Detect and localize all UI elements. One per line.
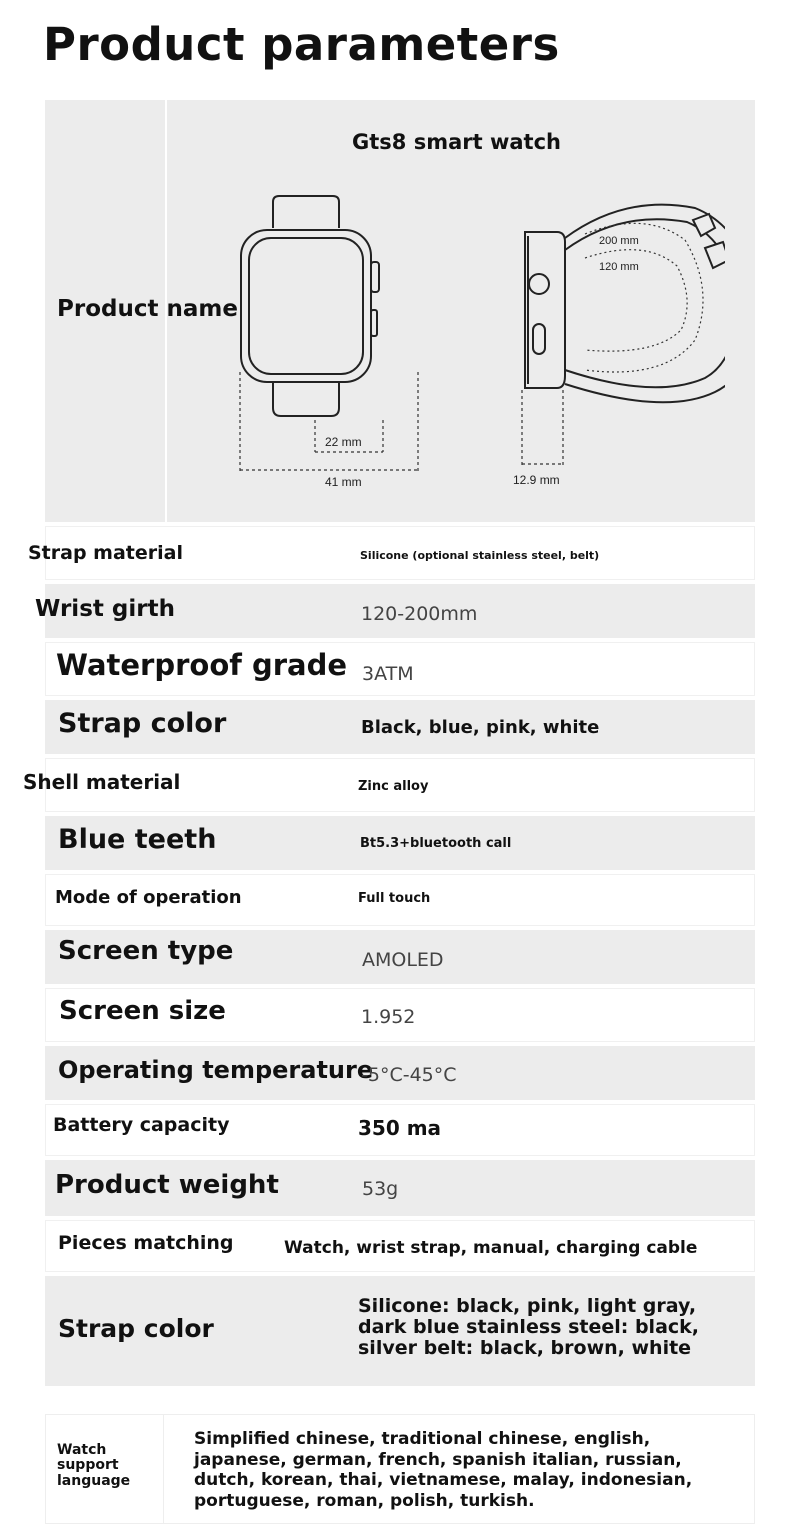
strap-color-options-value: Silicone: black, pink, light gray, dark blue stainless steel: black, silver belt: black, brown, white — [358, 1295, 700, 1359]
product-name-row — [45, 100, 755, 522]
screen-type-label: Screen type — [58, 936, 234, 966]
waterproof-label: Waterproof grade — [56, 648, 348, 682]
wrist-girth-label: Wrist girth — [35, 596, 175, 622]
strap-color-value: Black, blue, pink, white — [361, 717, 600, 738]
watch-dimension-diagram — [225, 180, 725, 540]
wrist-girth-value: 120-200mm — [361, 603, 478, 625]
product-weight-value: 53g — [362, 1178, 399, 1200]
battery-capacity-label: Battery capacity — [53, 1114, 230, 1136]
language-label: Watch support language — [57, 1442, 131, 1489]
screen-size-label: Screen size — [59, 996, 226, 1026]
language-column-divider — [163, 1414, 164, 1524]
strap-color-options-label: Strap color — [58, 1314, 214, 1343]
bluetooth-value: Bt5.3+bluetooth call — [360, 836, 512, 851]
mode-of-operation-label: Mode of operation — [55, 887, 242, 908]
strap-material-value: Silicone (optional stainless steel, belt) — [360, 549, 600, 562]
band-width-label: 22 mm — [325, 435, 362, 449]
strap-color-label: Strap color — [58, 708, 227, 739]
strap-material-label: Strap material — [28, 542, 183, 564]
shell-material-label: Shell material — [23, 770, 181, 794]
thickness-label: 12.9 mm — [513, 473, 560, 487]
screen-type-value: AMOLED — [362, 949, 444, 971]
battery-capacity-value: 350 ma — [358, 1116, 442, 1140]
watch-front-view — [241, 196, 379, 416]
pieces-matching-value: Watch, wrist strap, manual, charging cable — [284, 1238, 698, 1258]
side-dimension-lines — [522, 390, 563, 466]
waterproof-value: 3ATM — [362, 663, 414, 685]
product-weight-label: Product weight — [55, 1170, 279, 1200]
page-title: Product parameters — [43, 18, 560, 71]
product-name-label: Product name — [57, 296, 238, 322]
shell-material-value: Zinc alloy — [358, 779, 429, 794]
language-value: Simplified chinese, traditional chinese, english, japanese, german, french, spanish italian, russian, dutch, korean, thai, vietnamese, malay, indonesian, portuguese, roman, polish, turkish. — [194, 1429, 693, 1512]
girth-min-label: 120 mm — [599, 261, 639, 273]
girth-max-label: 200 mm — [599, 235, 639, 247]
bluetooth-label: Blue teeth — [58, 824, 217, 855]
operating-temperature-label: Operating temperature — [58, 1056, 374, 1084]
product-name-value: Gts8 smart watch — [352, 130, 561, 154]
mode-of-operation-value: Full touch — [358, 891, 431, 906]
screen-size-value: 1.952 — [361, 1006, 416, 1028]
operating-temperature-value: -5°C-45°C — [361, 1064, 457, 1086]
case-width-label: 41 mm — [325, 475, 362, 489]
pieces-matching-label: Pieces matching — [58, 1232, 234, 1254]
